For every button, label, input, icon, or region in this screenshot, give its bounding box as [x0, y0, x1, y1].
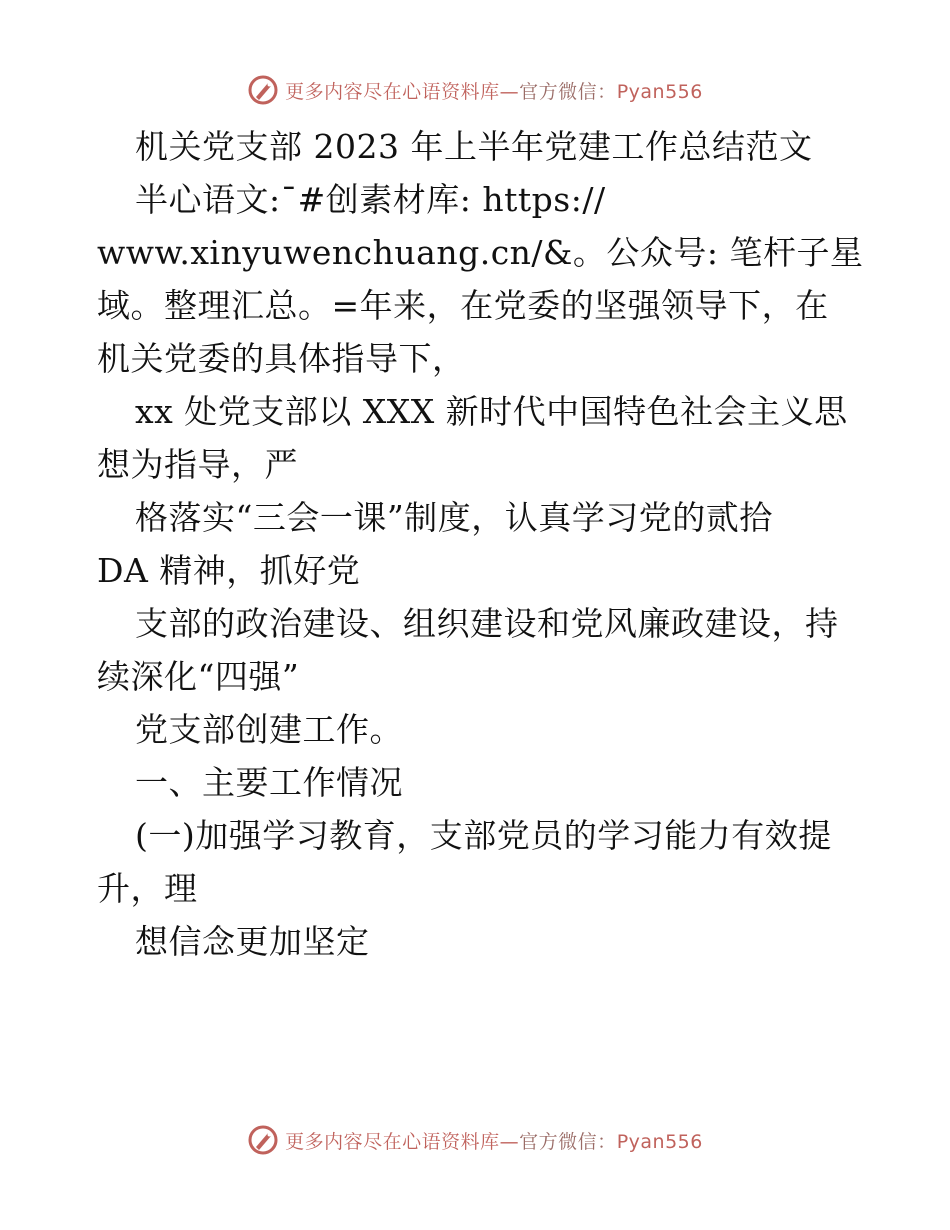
doc-line: www.xinyuwenchuang.cn/&。公众号: 笔杆子星: [97, 233, 864, 272]
doc-line: 升，理: [97, 869, 198, 908]
header-watermark: [0, 70, 950, 110]
footer-watermark: [0, 1120, 950, 1160]
doc-line: 半心语文:¯#创素材库: https://: [135, 180, 606, 219]
watermark-main: 更多内容尽在心语资料库: [285, 80, 500, 103]
doc-line: 支部的政治建设、组织建设和党风廉政建设，持: [135, 604, 839, 643]
doc-line: xx 处党支部以 XXX 新时代中国特色社会主义思: [135, 392, 848, 431]
doc-line: 格落实“三会一课”制度，认真学习党的贰拾: [135, 498, 773, 537]
doc-line: 域。整理汇总。=年来，在党委的坚强领导下，在: [97, 286, 829, 325]
pen-circle-logo-icon: [247, 1124, 279, 1156]
watermark-wechat-label: 官方微信：: [519, 1130, 617, 1153]
doc-line: DA 精神，抓好党: [97, 551, 361, 590]
doc-line: 想为指导，严: [97, 445, 298, 484]
doc-title: 机关党支部 2023 年上半年党建工作总结范文: [135, 127, 813, 166]
section-heading: 一、主要工作情况: [135, 763, 403, 802]
doc-line: 续深化“四强”: [97, 657, 300, 696]
watermark-wechat-id: Pyan556: [616, 80, 703, 103]
doc-line: 想信念更加坚定: [135, 922, 370, 961]
watermark-wechat-id: Pyan556: [616, 1130, 703, 1153]
doc-line: 机关党委的具体指导下，: [97, 339, 466, 378]
doc-line: 党支部创建工作。: [135, 710, 403, 749]
document-body: [97, 124, 877, 965]
subsection-heading: (一)加强学习教育，支部党员的学习能力有效提: [135, 816, 832, 855]
watermark-sep: —: [499, 1130, 520, 1153]
watermark-text: [285, 1127, 703, 1154]
watermark-text: [285, 77, 703, 104]
pen-circle-logo-icon: [247, 74, 279, 106]
watermark-sep: —: [499, 80, 520, 103]
watermark-wechat-label: 官方微信：: [519, 80, 617, 103]
watermark-main: 更多内容尽在心语资料库: [285, 1130, 500, 1153]
